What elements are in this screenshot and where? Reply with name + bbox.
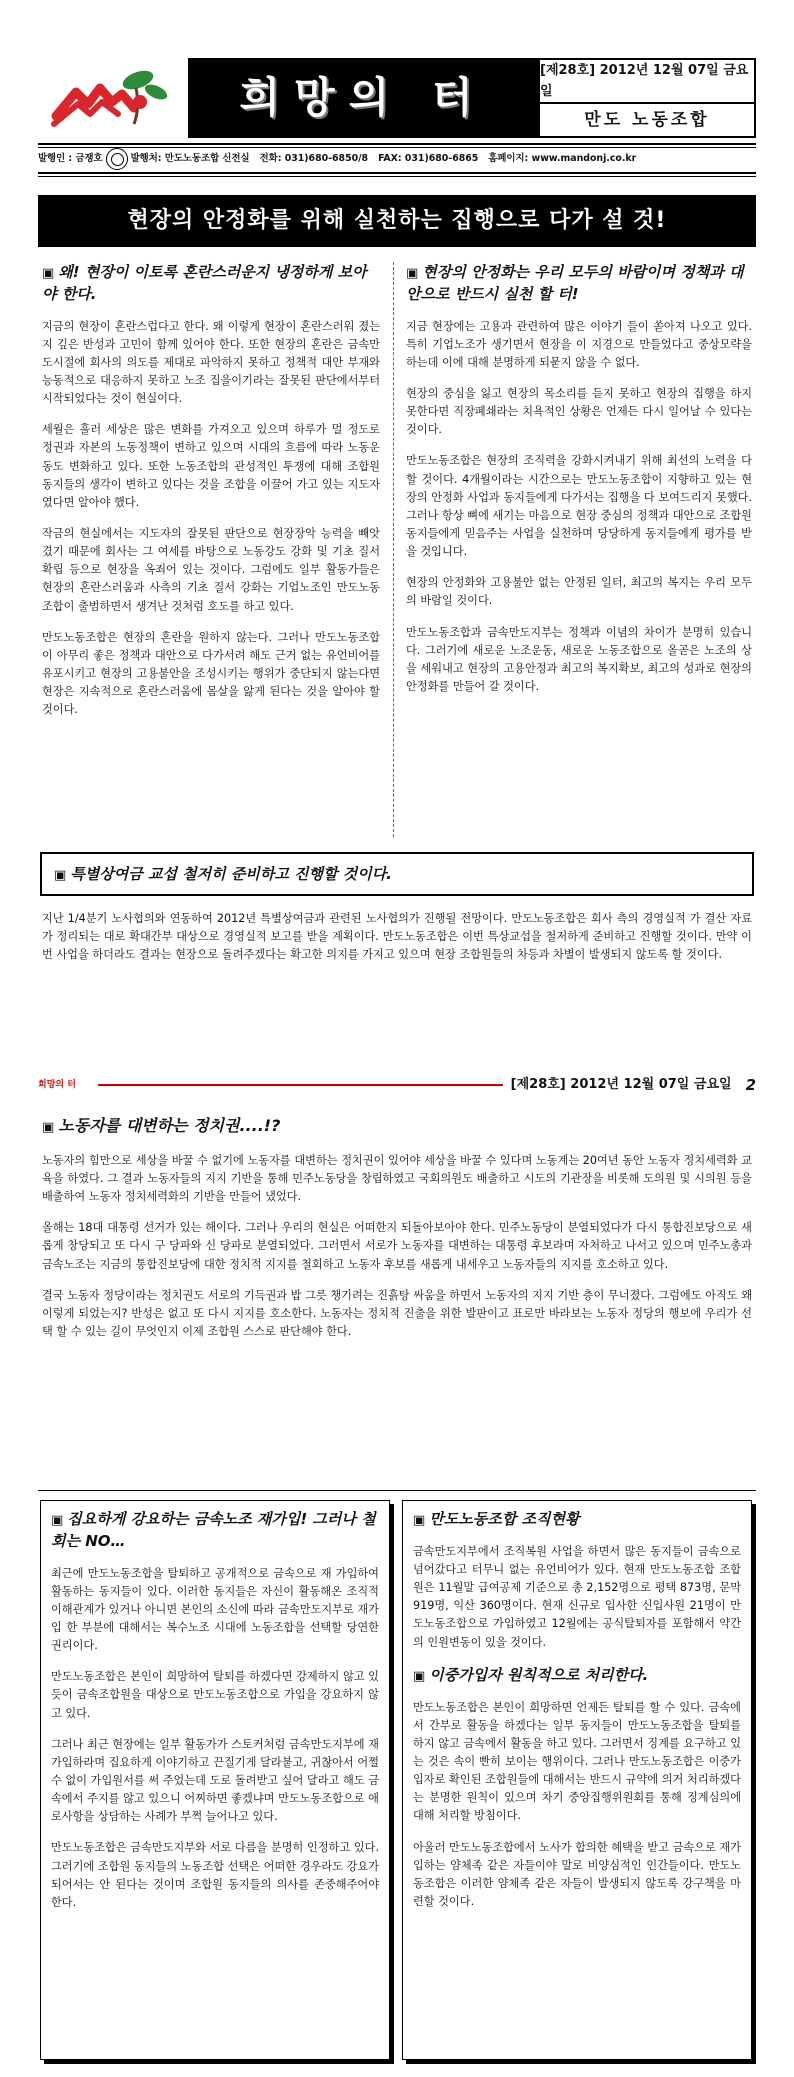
rejoin-content: [51, 1509, 379, 1925]
masthead: [38, 58, 756, 138]
article-left-paragraph: 지금의 현장이 혼란스럽다고 한다. 왜 이렇게 현장이 혼란스러워 졌는지 깊은 반성과 고민이 함께 있어야 한다. 또한 현장의 혼란은 금속만도시절에 회사의 의도를 제대로 파악하지 못하고 정책적 대안 부재와 능동적으로 대응하지 못하고 노조 집을이기라는 잘못된 판단에서부터 시작되었다는 것이 현실이다.: [42, 319, 380, 406]
page2-issue-line: [제28호] 2012년 12월 07일 금요일: [510, 1077, 732, 1093]
dual-membership-body: 아울러 만도노동조합에서 노사가 합의한 혜택을 받고 금속으로 재가입하는 얌체족 같은 자들이야 말로 비양심적인 인간들이다. 만도노동조합은 이러한 얌체족 같은 자들이 발생되지 않도록 강구책을 마련할 것이다.: [413, 1840, 741, 1908]
column-divider: [393, 262, 394, 837]
article-left-paragraph: 작금의 현실에서는 지도자의 잘못된 판단으로 현장장악 능력을 빼앗겼기 때문에 회사는 그 여세를 바탕으로 노동강도 강화 및 기초 질서 확립 등으로 현장을 옥죄어 있는 것이다. 그럼에도 일부 활동가들은 현장의 혼란스러움과 사측의 기초 질서 강화는 기업노조인 만도노동조합이 출범하면서 생겨난 것처럼 호도를 하고 있다.: [42, 527, 380, 613]
rejoin-title: ▣ 집요하게 강요하는 금속노조 재가입! 그러나 철회는 NO…: [51, 1510, 376, 1550]
headline: 현장의 안정화를 위해 실천하는 집행으로 다가 설 것!: [127, 208, 667, 234]
page2-small-title: 희망의 터: [38, 1079, 76, 1090]
article-left-paragraph: 세월은 흘러 세상은 많은 변화를 가져오고 있으며 하루가 멀 정도로 정권과 자본의 노동정책이 변하고 있으며 시대의 흐름에 따라 노동운동도 변화하고 있다. 또한 노동조합의 관성적인 투쟁에 대해 조합원 동지들의 생각이 변하고 있다는 것을 조합을 이끌어 가고 있는 지도자였다면 알아야 했다.: [42, 423, 380, 509]
rejoin-paragraph: 그러나 최근 현장에는 일부 활동가가 스토커처럼 금속만도지부에 재 가입하라며 집요하게 이야기하고 끈질기게 달라붙고, 귀찮아서 어쩔 수 없이 가입원서를 써 주었는데 도로 돌려받고 싶어 달라고 해도 금속에서 주지를 않고 있으니 어찌하면 좋겠냐며 만도노동조합으로 애로사항을 상담하는 사례가 부쩍 늘어나고 있다.: [51, 1737, 379, 1824]
issue-line: [제28호] 2012년 12월 07일 금요일: [540, 60, 754, 104]
publisher-line: [38, 148, 756, 170]
page-number: 2: [745, 1075, 756, 1094]
article-left: [42, 262, 380, 732]
rejoin-paragraph: 만도노동조합은 본인이 희망하여 탈퇴를 하겠다면 강제하지 않고 있듯이 금속조합원을 대상으로 만도노동조합으로 가입을 강요하지 않고 있다.: [51, 1670, 379, 1720]
headline-banner: [38, 195, 756, 247]
logo-emblem-icon: [38, 58, 188, 138]
rejoin-box: [40, 1500, 390, 2060]
bonus-title-box: [40, 852, 754, 896]
bonus-title: ▣ 특별상여금 교섭 철저히 준비하고 진행할 것이다.: [54, 865, 392, 883]
issue-info-box: [538, 58, 756, 138]
politics-paragraph: 노동자의 힘만으로 세상을 바꿀 수 없기에 노동자를 대변하는 정치권이 있어야 세상을 바꿀 수 있다며 노동계는 20여년 동안 노동자 정치세력화 교육을 하였다. 그 결과 노동자들의 지지 기반을 통해 민주노동당을 창립하였고 국회의원도 배출하고 시도의 기관장을 비롯해 도의원 및 시의원 등을 배출하여 노동자 정치세력화의 기반을 만들어 냈었다.: [42, 1153, 752, 1204]
article-politics: [42, 1114, 752, 1354]
union-seal-icon: [106, 148, 128, 170]
dual-membership-title: ▣ 이중가입자 원칙적으로 처리한다.: [413, 1665, 649, 1684]
masthead-rule-bottom: [38, 172, 756, 177]
politics-paragraph: 올해는 18대 대통령 선거가 있는 해이다. 그러나 우리의 현실은 어떠한지 되돌아보아야 한다. 민주노동당이 분열되었다가 다시 통합진보당으로 새롭게 창당되고 또 다시 구 당파와 신 당파로 분열되었다. 그러면서 서로가 노동자를 대변하는 대통령 후보라며 자처하고 나서고 있으며 민주노총과 금속노조는 지금의 통합진보당에 대한 정치적 지지를 철회하고 노동자 후보를 새롭게 내세우고 노동자들의 지지를 호소하고 있다.: [42, 1221, 752, 1271]
rejoin-paragraph: 만도노동조합은 금속만도지부와 서로 다름을 분명히 인정하고 있다. 그러기에 조합원 동지들의 노동조합 선택은 어떠한 경우라도 강요가 되어서는 안 된다는 것이며 조합원 동지들의 의사를 존중해주어야 한다.: [51, 1841, 379, 1909]
organization-title: ▣ 만도노동조합 조직현황: [413, 1510, 580, 1528]
rejoin-paragraph: 최근에 만도노동조합을 탈퇴하고 공개적으로 금속으로 재 가입하여 활동하는 동지들이 있다. 이러한 동지들은 자신이 활동해온 조직적 이해관계가 있거나 아니면 본인의 소신에 따라 금속만도지부로 재가입 한 부분에 대해서는 복수노조 시대에 노동조합을 선택할 당연한 권리이다.: [51, 1566, 379, 1653]
politics-title: ▣ 노동자를 대변하는 정치권....!?: [42, 1116, 281, 1135]
article-right-paragraph: 만도노동조합은 현장의 조직력을 강화시켜내기 위해 최선의 노력을 다 할 것이다. 4개월이라는 시간으로는 만도노동조합이 지향하고 있는 현장의 안정화 사업과 동지들에게 다가서는 집행을 다 보여드리지 못했다. 그러나 항상 뼈에 새기는 마음으로 현장 중심의 정책과 대안으로 조합원 동지들에게 믿음주는 사업을 실천하며 당당하게 동지들에게 평가를 받을 것입니다.: [406, 454, 752, 559]
article-right: [406, 262, 752, 709]
politics-bottom-rule: [38, 1490, 756, 1491]
page2-header: [38, 1074, 756, 1096]
paper-title-box: [188, 58, 538, 138]
article-right-paragraph: 지금 현장에는 고용과 관련하여 많은 이야기 들이 쏟아져 나오고 있다. 특히 기업노조가 생기면서 현장을 이 지경으로 만들었다고 중상모략을 하는데 이에 대해 분명하게 되묻지 않을 수 없다.: [406, 319, 752, 369]
article-right-paragraph: 현장의 안정화와 고용불안 없는 안정된 일터, 최고의 복지는 우리 모두의 바람일 것이다.: [406, 576, 752, 608]
publisher-phone: 전화: 031)680-6850/8: [259, 153, 369, 165]
dual-membership-body: 만도노동조합은 본인이 희망하면 언제든 탈퇴를 할 수 있다. 금속에서 간부로 활동을 하겠다는 일부 동지들이 만도노동조합을 탈퇴를 하지 않고 금속에서 활동을 하고 있다. 그러면서 징계를 요구하고 있는 것은 속이 빤히 보이는 행위이다. 그러나 만도노동조합은 이중가입자로 확인된 조합원들에 대해서는 반드시 규약에 의거 처리하겠다는 분명한 원칙이 있으며 차기 중앙집행위원회를 통해 징계심의에 대해 처리할 방침이다.: [413, 1700, 741, 1823]
article-right-paragraph: 만도노동조합과 금속만도지부는 정책과 이념의 차이가 분명히 있습니다. 그러기에 새로운 노조운동, 새로운 노동조합으로 올곧은 노조의 상을 세워내고 현장의 고용안정과 최고의 복지확보, 최고의 성과로 현장의 안정화를 만들어 갈 것이다.: [406, 625, 752, 693]
publisher-homepage: 홈페이지: www.mandonj.co.kr: [488, 153, 637, 165]
page2-red-rule: [98, 1084, 503, 1086]
article-left-paragraph: 만도노동조합은 현장의 혼란을 원하지 않는다. 그러나 만도노동조합이 아무리 좋은 정책과 대안으로 다가서려 해도 근거 없는 유언비어를 유포시키고 현장의 고용불안을 조성시키는 행위가 중단되지 않는다면 현장은 지속적으로 혼란스러움에 몸살을 앓게 된다는 것을 알아야 할 것이다.: [42, 630, 380, 717]
organization-body: 금속만도지부에서 조직복원 사업을 하면서 많은 동지들이 금속으로 넘어갔다고 터무니 없는 유언비어가 있다. 현재 만도노동조합 조합원은 11월말 급여공제 기준으로 총 2,152명으로 평택 873명, 문막 919명, 익산 360명이다. 현재 신규로 입사한 신입사원 21명이 만도노동조합으로 가입하였고 12월에는 공식탈퇴자를 포함해서 약간의 인원변동이 있을 것이다.: [413, 1544, 741, 1649]
bonus-body: 지난 1/4분기 노사협의와 연동하여 2012년 특별상여금과 관련된 노사협의가 진행될 전망이다. 만도노동조합은 회사 측의 경영실적 가 결산 자료가 정리되는 대로 확대간부 대상으로 경영실적 보고를 받을 계획이다. 만도노동조합은 이번 특상교섭을 철저하게 준비하고 진행할 것이다. 만약 이번 사업을 하더라도 결과는 현장으로 돌려주겠다는 확고한 의지를 가지고 있으며 현장 조합원들의 차등과 차별이 발생되지 않도록 할 것이다.: [42, 912, 752, 962]
logo: [38, 58, 188, 138]
publisher-fax: FAX: 031)680-6865: [378, 153, 479, 165]
publisher-office: 발행처: 만도노동조합 신전실: [130, 153, 250, 165]
organization-box: [402, 1500, 752, 2060]
article-right-heading: ▣ 현장의 안정화는 우리 모두의 바람이며 정책과 대안으로 반드시 실천 할 터!: [406, 263, 744, 303]
politics-paragraph: 결국 노동자 정당이라는 정치권도 서로의 기득권과 밥 그릇 챙기려는 진흙탕 싸움을 하면서 노동자의 지지 기반 층이 무너졌다. 그럼에도 아직도 왜 이렇게 되었는지? 반성은 없고 또 다시 지지를 호소한다. 노동자는 정치적 진출을 위한 발판이고 표로만 바라보는 노동자 정당의 행보에 우리가 선택 할 수 있는 길이 무엇인지 이제 조합원 스스로 판단해야 한다.: [42, 1288, 752, 1338]
organization-content: [413, 1509, 741, 1924]
article-left-heading: ▣ 왜! 현장이 이토록 혼란스러운지 냉정하게 보아야 한다.: [42, 263, 367, 303]
paper-title: 희망의 터: [239, 72, 487, 122]
publisher-name: 발행인 : 금쟁호: [38, 153, 103, 165]
article-right-paragraph: 현장의 중심을 잃고 현장의 목소리를 듣지 못하고 현장의 집행을 하지 못한다면 직장폐쇄라는 치욕적인 상황은 언제든 다시 일어날 수 있다는 것이다.: [406, 387, 752, 437]
union-name: 만도 노동조합: [584, 110, 710, 131]
